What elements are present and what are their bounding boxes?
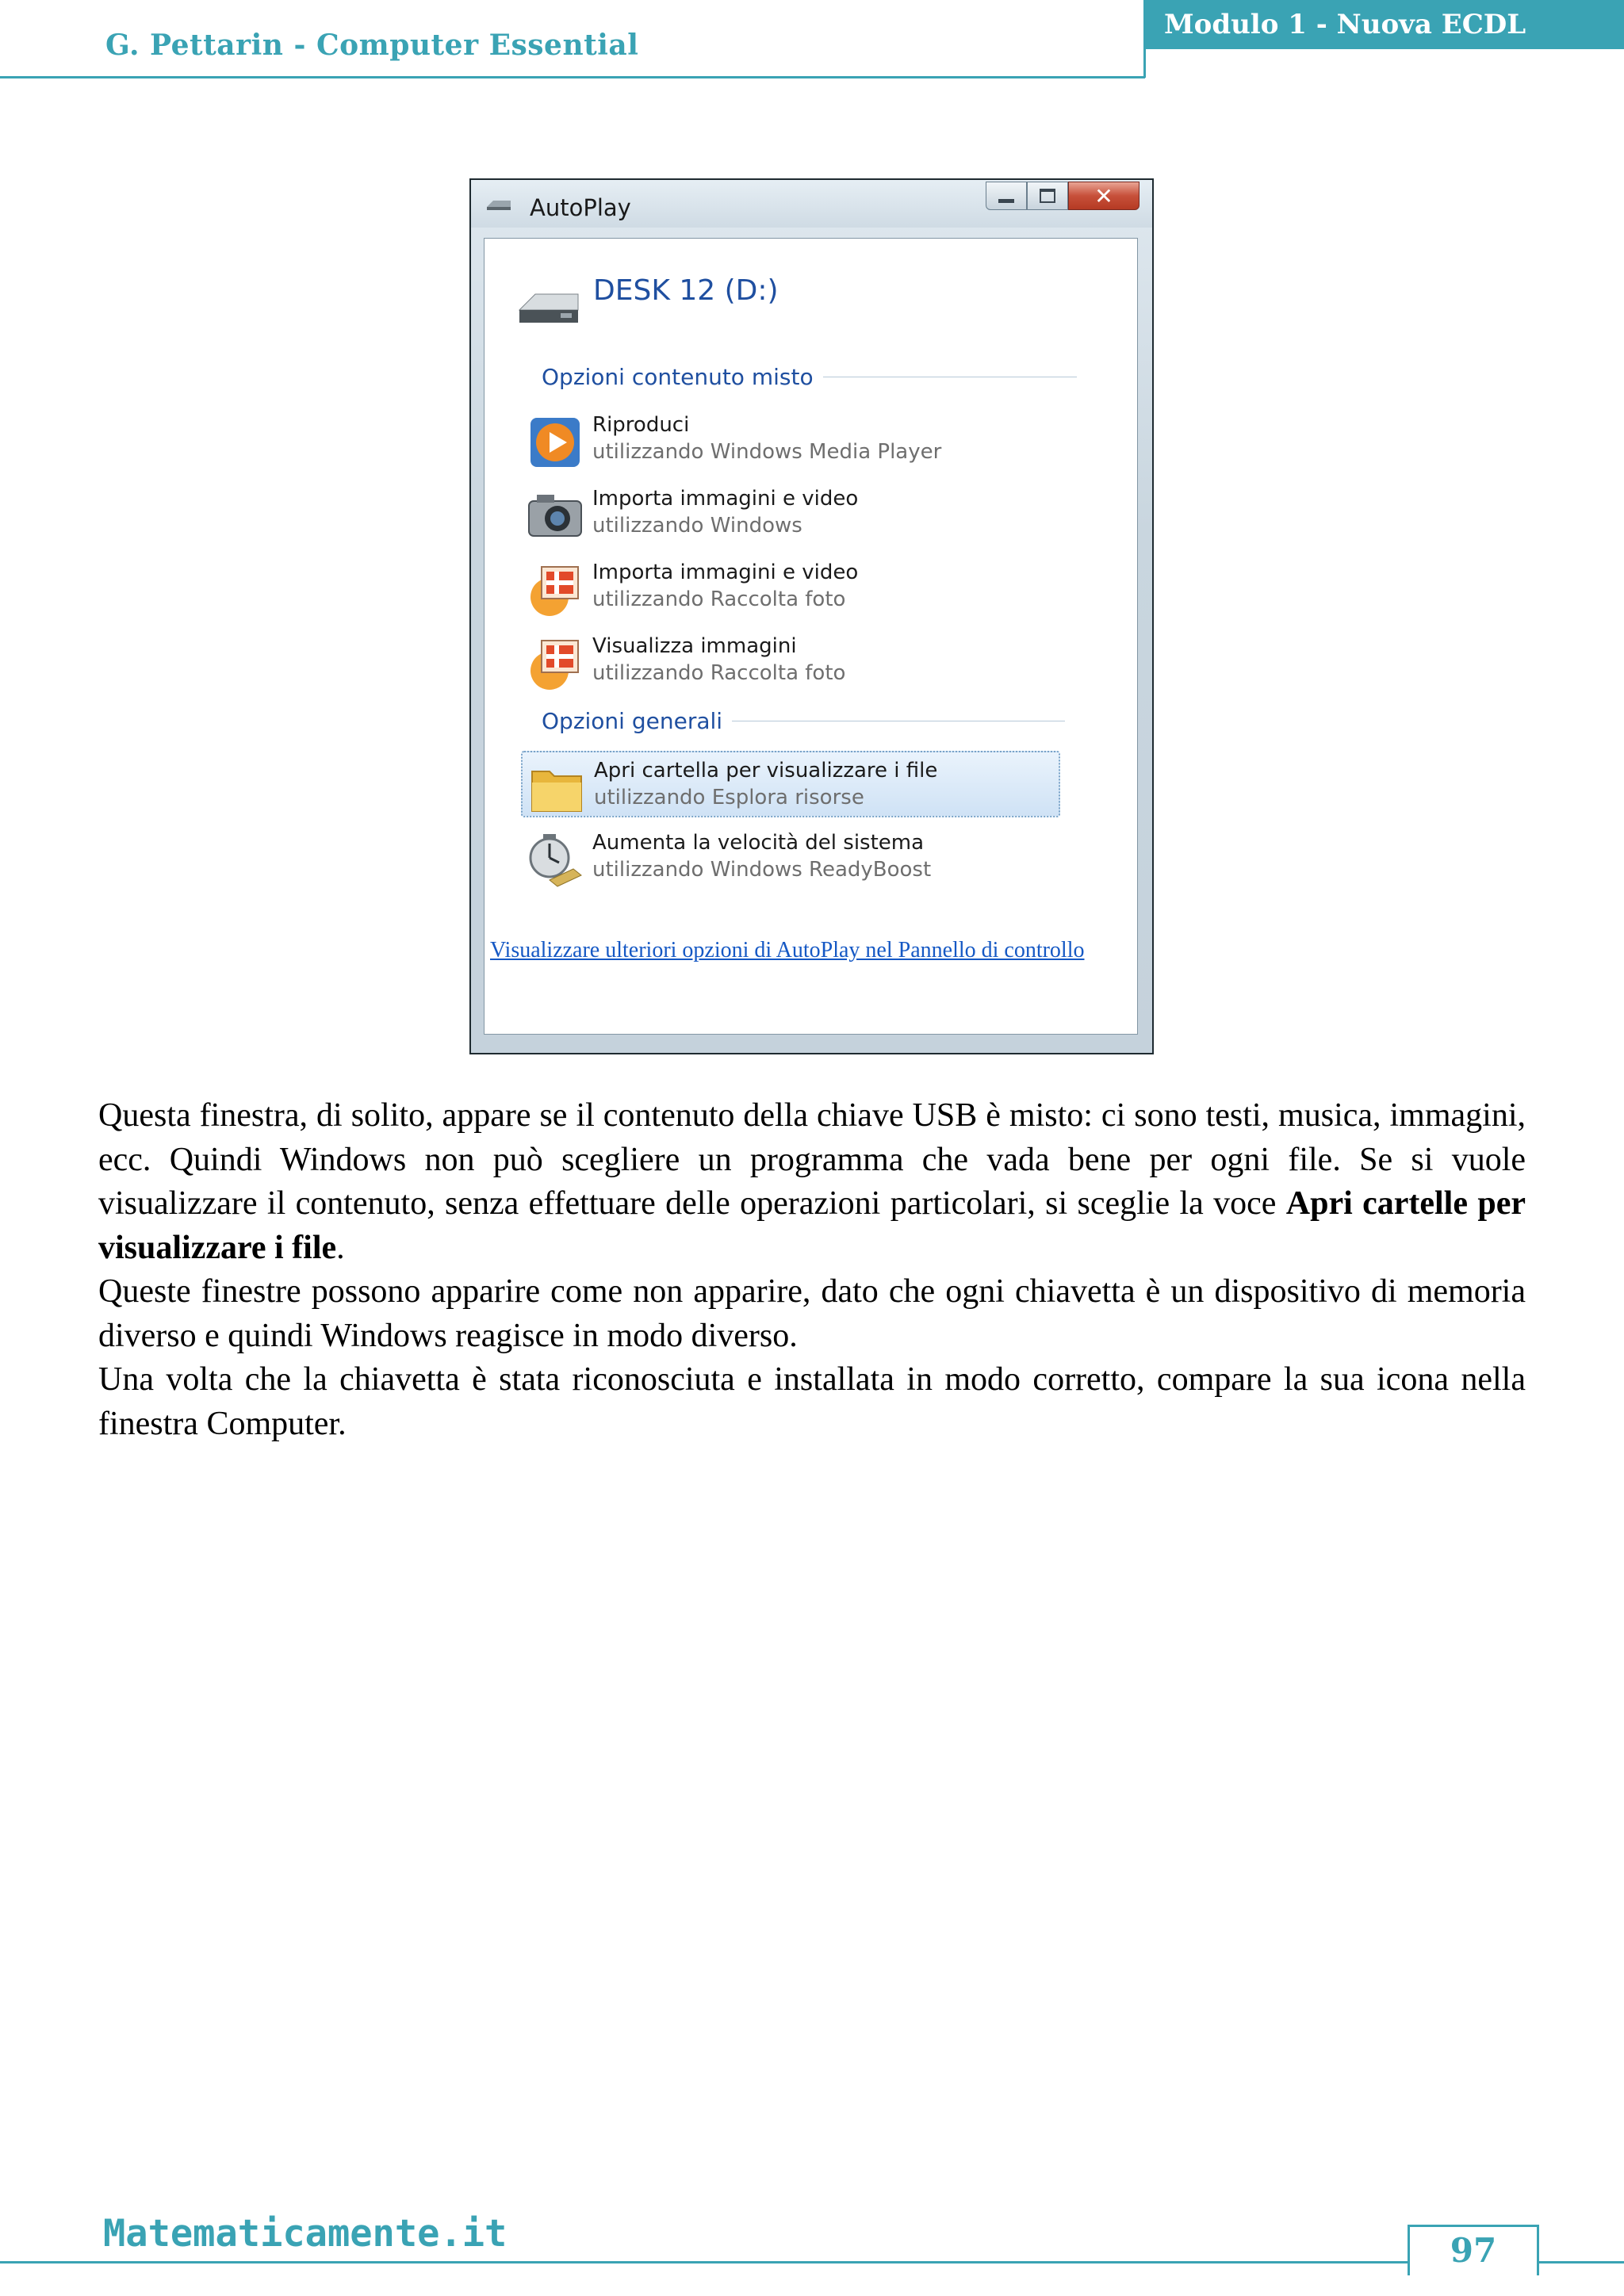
group-mixed-label: Opzioni contenuto misto [542,364,814,390]
body-text [98,1094,1526,1446]
option-label: Visualizza immagini [592,634,797,658]
page-number: 97 [1408,2225,1539,2275]
paragraph-2: Queste finestre possono apparire come non apparire, dato che ogni chiavetta è un dispositivo di memoria diverso e quindi Windows reagisce in modo diverso. [98,1273,1526,1354]
readyboost-icon [526,831,584,890]
footer-rule [0,2261,1624,2263]
close-icon: ✕ [1094,182,1113,209]
paragraph-1-text: Questa finestra, di solito, appare se il contenuto della chiave USB è misto: ci sono testi, musica, immagini, ecc. Quindi Windows non può scegliere un programma che vada bene per ogni file. Se si vuole visualizzare il contenuto, senza effettuare delle operazioni particolari, si sceglie la voce [98,1097,1526,1222]
option-play[interactable] [521,407,1060,473]
option-sub: utilizzando Raccolta foto [592,587,846,611]
option-label: Importa immagini e video [592,561,859,584]
autoplay-control-panel-link[interactable]: Visualizzare ulteriori opzioni di AutoPlay nel Pannello di controllo [490,938,1085,962]
close-button[interactable] [1068,182,1139,210]
camera-icon [526,487,584,545]
option-readyboost[interactable] [521,825,1060,891]
option-import-gallery[interactable] [521,554,1060,621]
minimize-button[interactable] [986,182,1027,210]
option-label: Aumenta la velocità del sistema [592,831,925,855]
group-general-label: Opzioni generali [542,708,723,734]
option-label: Apri cartella per visualizzare i file [594,759,938,783]
maximize-button[interactable] [1027,182,1068,210]
group-mixed-content [542,364,1077,390]
option-sub: utilizzando Raccolta foto [592,661,846,685]
autoplay-window-screenshot [469,178,1154,1054]
minimize-icon [998,199,1014,203]
usb-drive-icon [516,286,581,329]
header-rule-vertical [1143,48,1146,78]
group-general [542,708,1065,734]
option-sub: utilizzando Windows Media Player [592,440,942,464]
drive-name: DESK 12 (D:) [593,274,779,307]
usb-drive-title-icon [487,201,511,210]
photo-gallery-icon [526,634,584,693]
option-sub: utilizzando Windows ReadyBoost [592,858,932,882]
maximize-icon [1040,189,1055,203]
media-player-icon [526,413,584,472]
paragraph-1 [98,1094,1526,1270]
window-caption-buttons [986,182,1139,212]
folder-icon [527,759,586,817]
paragraph-3: Una volta che la chiavetta è stata riconosciuta e installata in modo corretto, compare la sua icona nella finestra Computer. [98,1361,1526,1442]
autoplay-client-area [484,238,1138,1035]
option-open-folder[interactable] [521,751,1060,817]
option-view-images[interactable] [521,628,1060,695]
paragraph-1-bold: Apri cartelle per visualizzare i file [98,1185,1526,1266]
window-title: AutoPlay [530,194,631,221]
option-import-windows[interactable] [521,480,1060,547]
option-label: Importa immagini e video [592,487,859,511]
paragraph-1-end: . [336,1229,345,1266]
photo-gallery-icon [526,561,584,619]
header-rule [0,76,1145,78]
header-module-tab: Modulo 1 - Nuova ECDL [1143,0,1624,49]
option-label: Riproduci [592,413,690,437]
option-sub: utilizzando Windows [592,514,802,538]
footer-site: Matematicamente.it [103,2212,508,2256]
option-sub: utilizzando Esplora risorse [594,786,864,809]
header-title: G. Pettarin - Computer Essential [105,29,639,62]
